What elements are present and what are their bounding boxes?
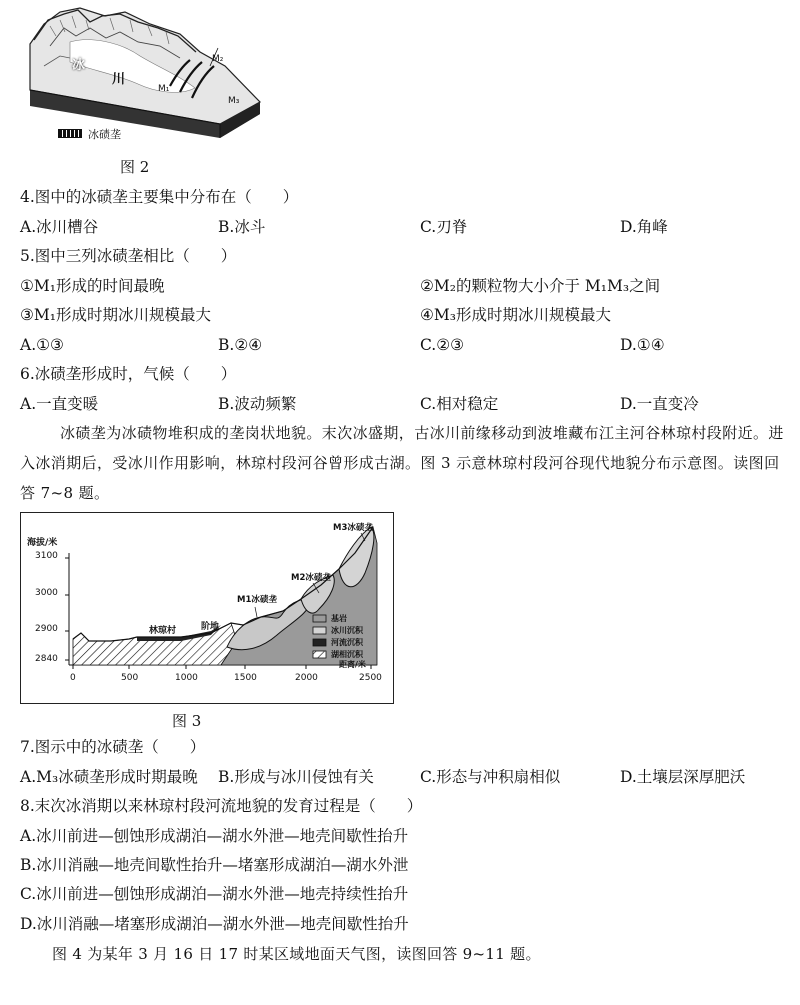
q5-option-b[interactable]: B.②④ <box>218 336 263 354</box>
q7-option-b[interactable]: B.形成与冰川侵蚀有关 <box>218 768 374 786</box>
q5-option-a[interactable]: A.①③ <box>20 336 64 354</box>
figure-4-intro: 图 4 为某年 3 月 16 日 17 时某区域地面天气图，读图回答 9~11 题。 <box>52 945 541 963</box>
q8-option-b[interactable]: B.冰川消融—地壳间歇性抬升—堵塞形成湖泊—湖水外泄 <box>20 856 409 874</box>
q7-option-c[interactable]: C.形态与冲积扇相似 <box>420 768 561 786</box>
m1-moraine-label: M1冰碛垄 <box>237 595 277 605</box>
y-axis-label: 海拔/米 <box>27 538 58 548</box>
glacier-label-ice: 冰 <box>72 58 86 73</box>
x-tick-2500: 2500 <box>359 673 382 683</box>
x-tick-2000: 2000 <box>295 673 318 683</box>
y-tick-2900: 2900 <box>35 624 58 634</box>
question-7-stem: 7.图示中的冰碛垄（ ） <box>20 738 206 756</box>
q4-option-a[interactable]: A.冰川槽谷 <box>20 218 99 236</box>
x-tick-0: 0 <box>70 673 76 683</box>
q5-option-c[interactable]: C.②③ <box>420 336 465 354</box>
q6-option-a[interactable]: A.一直变暖 <box>20 395 99 413</box>
q5-statement-2: ②M₂的颗粒物大小介于 M₁M₃之间 <box>420 277 661 295</box>
m1-label: M₁ <box>158 84 170 94</box>
y-tick-3100: 3100 <box>35 551 58 561</box>
legend-river-deposit: 河流沉积 <box>331 638 363 647</box>
legend-swatch-moraine <box>58 129 82 138</box>
question-8-stem: 8.末次冰消期以来林琼村段河流地貌的发育过程是（ ） <box>20 797 423 815</box>
y-tick-3000: 3000 <box>35 588 58 598</box>
m2-label: M₂ <box>212 54 224 64</box>
y-tick-2840: 2840 <box>35 654 58 664</box>
q5-statement-3: ③M₁形成时期冰川规模最大 <box>20 306 211 324</box>
q5-statement-4: ④M₃形成时期冰川规模最大 <box>420 306 611 324</box>
terrace-label: 阶地 <box>201 622 220 632</box>
legend-lacustrine-deposit: 湖相沉积 <box>331 650 363 659</box>
m3-label: M₃ <box>228 96 240 106</box>
x-tick-1000: 1000 <box>175 673 198 683</box>
q5-option-d[interactable]: D.①④ <box>620 336 665 354</box>
q6-option-c[interactable]: C.相对稳定 <box>420 395 499 413</box>
q6-option-b[interactable]: B.波动频繁 <box>218 395 297 413</box>
question-6-stem: 6.冰碛垄形成时，气候（ ） <box>20 365 237 383</box>
q5-statement-1: ①M₁形成的时间最晚 <box>20 277 165 295</box>
x-tick-1500: 1500 <box>234 673 257 683</box>
x-axis-label: 距离/米 <box>339 660 366 669</box>
q7-option-d[interactable]: D.土壤层深厚肥沃 <box>620 768 746 786</box>
legend-glacial-deposit: 冰川沉积 <box>331 626 363 635</box>
figure-2-caption: 图 2 <box>120 158 150 176</box>
m2-moraine-label: M2冰碛垄 <box>291 573 331 583</box>
q6-option-d[interactable]: D.一直变冷 <box>620 395 699 413</box>
glacier-block-diagram <box>20 6 270 146</box>
legend-label-moraine: 冰碛垄 <box>88 128 121 141</box>
linqiong-village-label: 林琼村 <box>149 626 177 636</box>
question-4-stem: 4.图中的冰碛垄主要集中分布在（ ） <box>20 188 299 206</box>
q8-option-a[interactable]: A.冰川前进—刨蚀形成湖泊—湖水外泄—地壳间歇性抬升 <box>20 827 409 845</box>
question-5-stem: 5.图中三列冰碛垄相比（ ） <box>20 247 237 265</box>
x-tick-500: 500 <box>121 673 139 683</box>
figure-3-caption: 图 3 <box>172 712 202 730</box>
glacier-label-river: 川 <box>112 72 126 87</box>
q4-option-d[interactable]: D.角峰 <box>620 218 668 236</box>
figure-3 <box>20 512 394 704</box>
reading-passage: 冰碛垄为冰碛物堆积成的垄岗状地貌。末次冰盛期，古冰川前缘移动到波堆藏布江主河谷林琼村段附近。进入冰消期后，受冰川作用影响，林琼村段河谷曾形成古湖。图 3 示意林琼村段河谷现代地貌分布示意图。读图回答 7~8 题。 <box>20 424 784 502</box>
legend-bedrock: 基岩 <box>331 614 347 623</box>
m3-moraine-label: M3冰碛垄 <box>333 523 373 533</box>
q7-option-a[interactable]: A.M₃冰碛垄形成时期最晚 <box>20 768 198 786</box>
valley-profile-chart <box>21 513 393 703</box>
q8-option-c[interactable]: C.冰川前进—刨蚀形成湖泊—湖水外泄—地壳持续性抬升 <box>20 885 409 903</box>
q4-option-c[interactable]: C.刃脊 <box>420 218 468 236</box>
q4-option-b[interactable]: B.冰斗 <box>218 218 266 236</box>
q8-option-d[interactable]: D.冰川消融—堵塞形成湖泊—湖水外泄—地壳间歇性抬升 <box>20 915 409 933</box>
figure-2 <box>20 6 270 146</box>
